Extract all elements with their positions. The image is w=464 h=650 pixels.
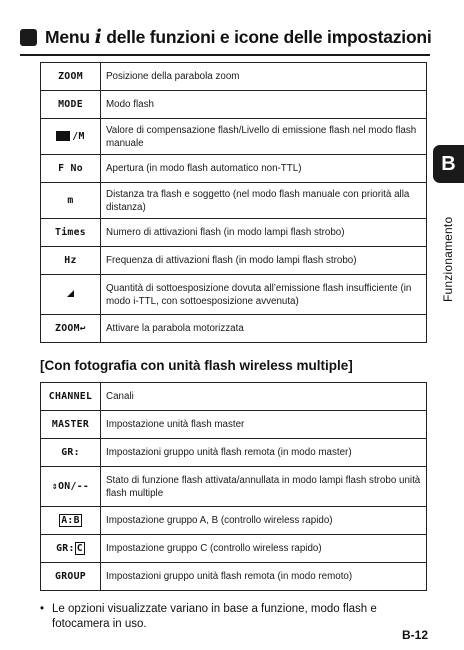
- table-row: [41, 219, 427, 247]
- row-description: Impostazione unità flash master: [101, 411, 427, 439]
- row-description: Valore di compensazione flash/Livello di emissione flash nel modo flash manuale: [101, 119, 427, 155]
- wireless-section-heading: [Con fotografia con unità flash wireless multiple]: [40, 358, 353, 373]
- function-icons-table: [40, 62, 427, 343]
- title-square-icon: [20, 29, 37, 46]
- row-description: Attivare la parabola motorizzata: [101, 315, 427, 343]
- table-row: [41, 275, 427, 315]
- flash-on-off-icon: ⇕ON/--: [41, 467, 101, 507]
- row-description: Frequenza di attivazioni flash (in modo lampi flash strobo): [101, 247, 427, 275]
- row-description: Canali: [101, 383, 427, 411]
- times-icon: Times: [41, 219, 101, 247]
- remote-group-icon: GROUP: [41, 563, 101, 591]
- aperture-icon: F No: [41, 155, 101, 183]
- table-row: [41, 91, 427, 119]
- footnote-text: Le opzioni visualizzate variano in base a funzione, modo flash e fotocamera in uso.: [52, 603, 377, 630]
- table-row: [41, 63, 427, 91]
- channel-icon: CHANNEL: [41, 383, 101, 411]
- row-description: Quantità di sottoesposizione dovuta all’emissione flash insufficiente (in modo i-TTL, con sottoesposizione avvenuta): [101, 275, 427, 315]
- row-description: Distanza tra flash e soggetto (nel modo flash manuale con priorità alla distanza): [101, 183, 427, 219]
- table-row: [41, 563, 427, 591]
- section-tab-label: Funzionamento: [441, 216, 455, 302]
- table-row: [41, 155, 427, 183]
- bullet-icon: •: [40, 603, 45, 615]
- row-description: Modo flash: [101, 91, 427, 119]
- table-row: [41, 467, 427, 507]
- footnote: [40, 602, 420, 632]
- group-ab-icon: A:B: [41, 507, 101, 535]
- frequency-icon: Hz: [41, 247, 101, 275]
- table-row: [41, 247, 427, 275]
- info-i-icon: i: [94, 26, 102, 48]
- row-description: Stato di funzione flash attivata/annullata in modo lampi flash strobo unità flash multiple: [101, 467, 427, 507]
- table-row: [41, 439, 427, 467]
- section-tab: B: [433, 145, 464, 183]
- zoom-icon: ZOOM: [41, 63, 101, 91]
- underexposure-icon: [41, 275, 101, 315]
- row-description: Posizione della parabola zoom: [101, 63, 427, 91]
- page-title-text: Menu i delle funzioni e icone delle impostazioni: [45, 26, 432, 48]
- mode-icon: MODE: [41, 91, 101, 119]
- group-c-icon: GR: C: [41, 535, 101, 563]
- row-description: Impostazione gruppo A, B (controllo wireless rapido): [101, 507, 427, 535]
- table-row: [41, 315, 427, 343]
- underexposure-triangle-icon: [67, 290, 74, 297]
- row-description: Impostazioni gruppo unità flash remota (in modo master): [101, 439, 427, 467]
- table-row: [41, 411, 427, 439]
- row-description: Apertura (in modo flash automatico non-TTL): [101, 155, 427, 183]
- row-description: Impostazione gruppo C (controllo wireless rapido): [101, 535, 427, 563]
- flash-compensation-icon: /M: [41, 119, 101, 155]
- exposure-compensation-icon: [56, 131, 70, 141]
- row-description: Impostazioni gruppo unità flash remota (in modo remoto): [101, 563, 427, 591]
- table-row: [41, 383, 427, 411]
- page-number: B-12: [402, 628, 429, 642]
- title-rule: [20, 54, 430, 56]
- master-icon: MASTER: [41, 411, 101, 439]
- page-title: [20, 20, 430, 54]
- distance-icon: m: [41, 183, 101, 219]
- motorized-zoom-icon: ZOOM↩: [41, 315, 101, 343]
- table-row: [41, 535, 427, 563]
- row-description: Numero di attivazioni flash (in modo lampi flash strobo): [101, 219, 427, 247]
- table-row: [41, 183, 427, 219]
- group-icon: GR:: [41, 439, 101, 467]
- wireless-icons-table: [40, 382, 427, 591]
- table-row: [41, 507, 427, 535]
- table-row: [41, 119, 427, 155]
